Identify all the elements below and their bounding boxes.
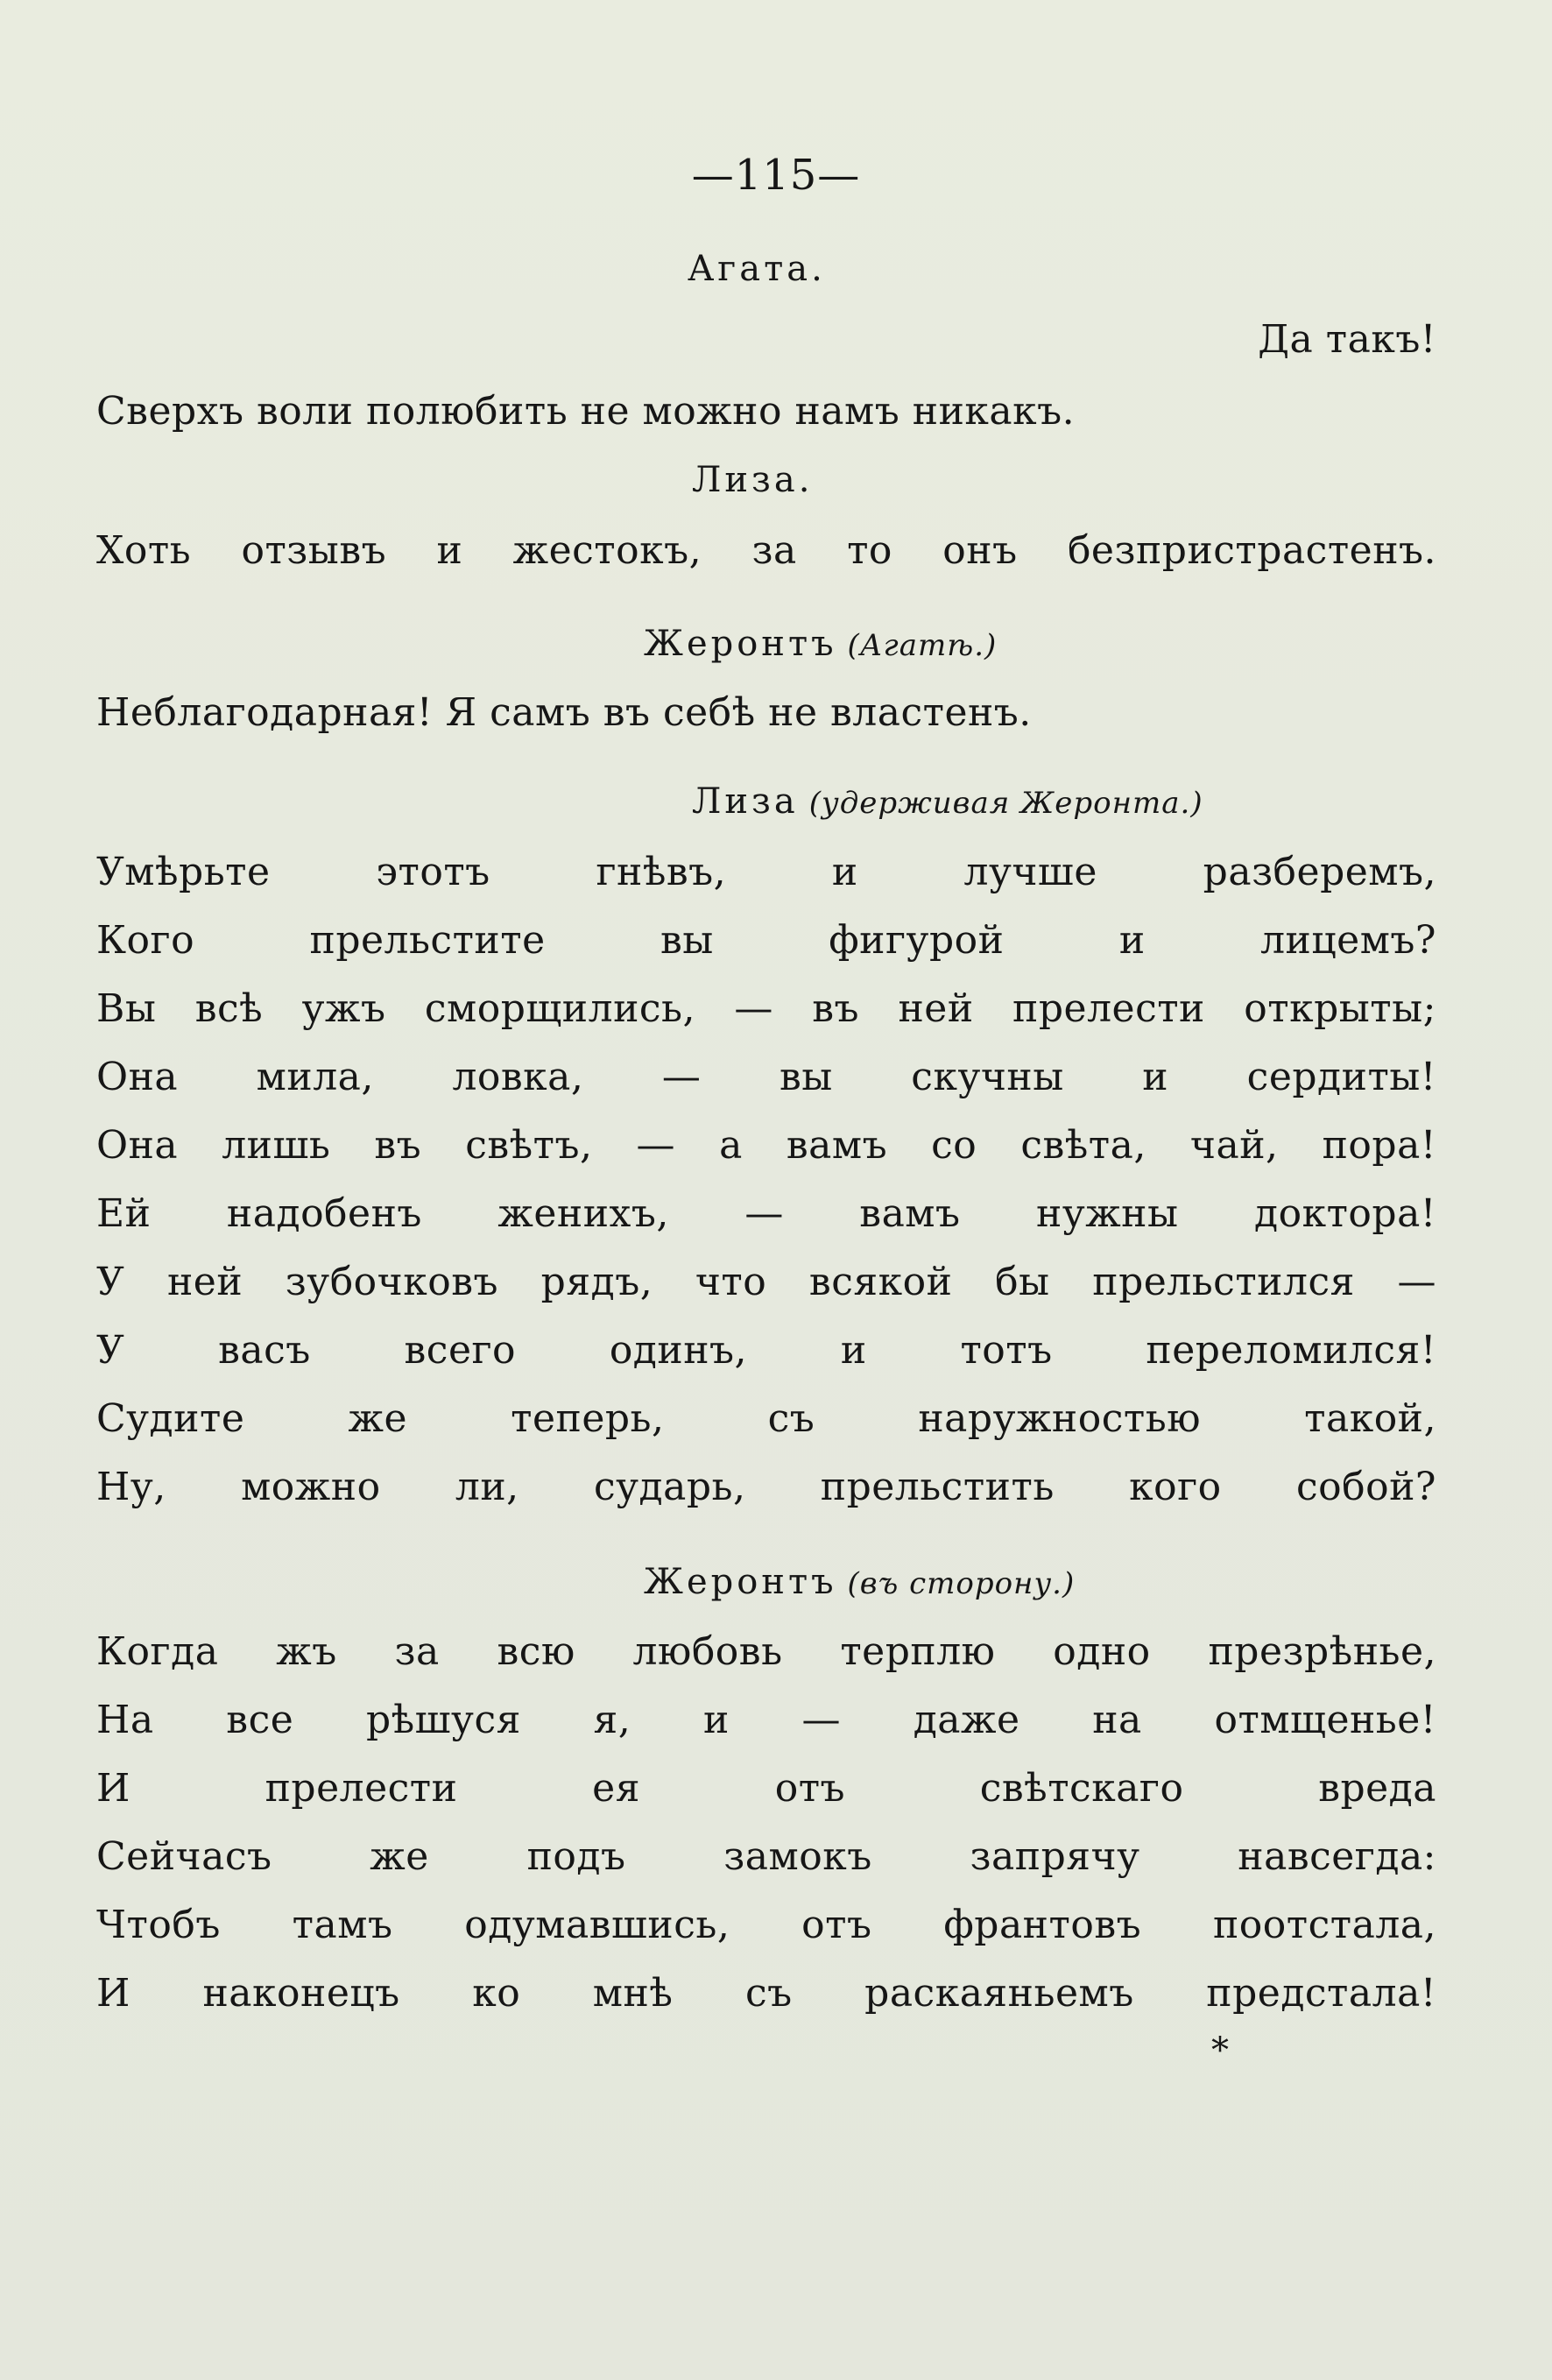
speaker-heading (692, 781, 1203, 822)
verse-line: И прелести ея отъ свѣтскаго вреда (96, 1766, 1436, 1811)
verse-line: У васъ всего одинъ, и тотъ переломился! (96, 1328, 1436, 1373)
speaker-name: Жеронтъ (644, 1562, 837, 1602)
verse-line: Чтобъ тамъ одумавшись, отъ франтовъ поотстала, (96, 1903, 1436, 1947)
verse-line: Хоть отзывъ и жестокъ, за то онъ безпристрастенъ. (96, 528, 1436, 573)
stage-direction: (удерживая Жеронта.) (808, 786, 1203, 821)
verse-line: Сейчасъ же подъ замокъ запрячу навсегда: (96, 1834, 1436, 1879)
verse-line: На все рѣшуся я, и — даже на отмщенье! (96, 1698, 1436, 1742)
speaker-name: Лиза (692, 781, 799, 822)
verse-line: Неблагодарная! Я самъ въ себѣ не властенъ. (96, 690, 1032, 735)
verse-line: И наконецъ ко мнѣ съ раскаяньемъ предстала! (96, 1971, 1436, 2016)
verse-line: Судите же теперь, съ наружностью такой, (96, 1396, 1436, 1441)
stage-direction: (Агатѣ.) (847, 628, 998, 663)
verse-line: Когда жъ за всю любовь терплю одно презрѣнье, (96, 1629, 1436, 1674)
verse-line: Кого прельстите вы фигурой и лицемъ? (96, 918, 1436, 963)
verse-line: Она лишь въ свѣтъ, — а вамъ со свѣта, чай, пора! (96, 1123, 1436, 1168)
speaker-heading (692, 460, 823, 500)
speaker-heading (644, 624, 997, 664)
verse-line: У ней зубочковъ рядъ, что всякой бы прельстился — (96, 1260, 1436, 1304)
verse-line: Вы всѣ ужъ сморщились, — въ ней прелести открыты; (96, 986, 1436, 1031)
verse-line: Ну, можно ли, сударь, прельстить кого собой? (96, 1465, 1436, 1509)
verse-line: Она мила, ловка, — вы скучны и сердиты! (96, 1055, 1436, 1099)
speaker-name: Агата. (688, 249, 826, 289)
speaker-name: Лиза. (692, 460, 814, 500)
speaker-name: Жеронтъ (644, 624, 837, 664)
verse-line: Ей надобенъ женихъ, — вамъ нужны доктора! (96, 1191, 1436, 1236)
verse-line: Да такъ! (1258, 317, 1436, 362)
page-number: —115— (691, 151, 861, 200)
speaker-heading (688, 249, 836, 289)
speaker-heading (644, 1562, 1075, 1602)
verse-line: Умѣрьте этотъ гнѣвъ, и лучше разберемъ, (96, 850, 1436, 894)
end-mark: * (1211, 2030, 1229, 2071)
verse-line: Сверхъ воли полюбить не можно намъ никакъ. (96, 389, 1076, 434)
stage-direction: (въ сторону.) (847, 1566, 1076, 1601)
